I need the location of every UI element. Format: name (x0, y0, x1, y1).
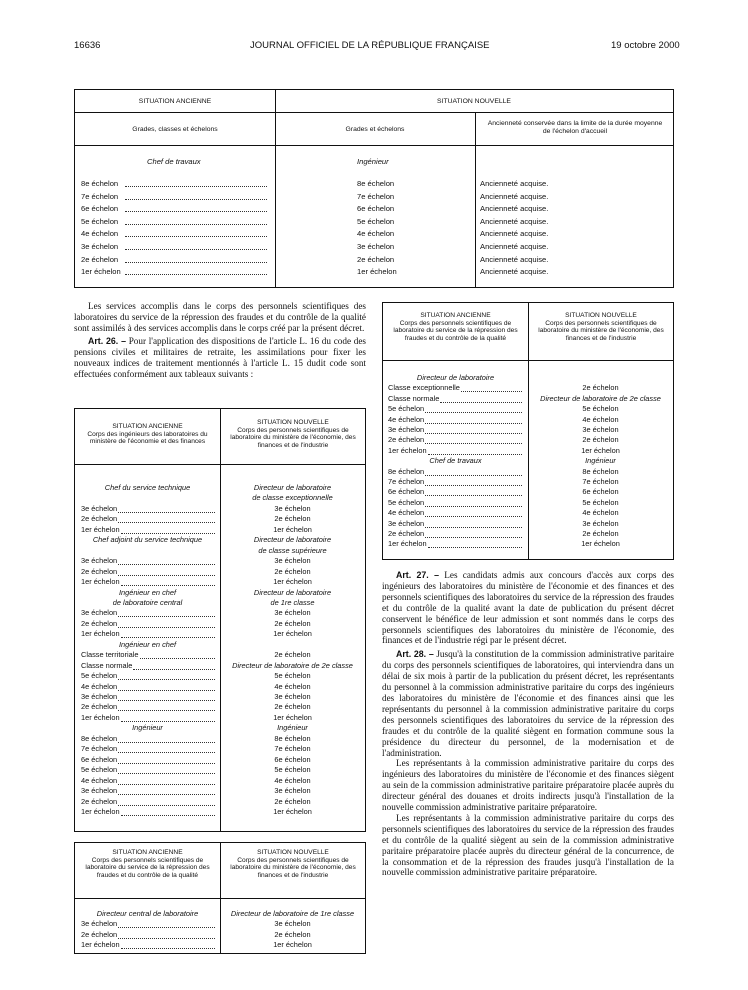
leader-dots (125, 274, 267, 275)
lt1-head-new (221, 419, 365, 449)
leader-dots (425, 487, 522, 496)
article-27 (382, 570, 674, 646)
row-new-cell: 1er échelon (273, 629, 312, 639)
row-old-cell: 5e échelon (388, 404, 424, 413)
row-old-cell: 2e échelon (81, 619, 117, 628)
top-new-cell: 7e échelon (357, 191, 395, 201)
lt2-head-new-sub: Corps des personnels scientifiques de laboratoire du ministère de l'économie, des finances et de l'industrie (230, 856, 356, 879)
row-new-cell: 3e échelon (274, 919, 311, 929)
top-new-cell: 8e échelon (357, 179, 395, 188)
rt-head-new (529, 312, 673, 342)
row-old-cell: Classe territoriale (81, 650, 139, 659)
row-old-cell: 2e échelon (388, 435, 424, 444)
top-anciennete-cell: Ancienneté acquise. (480, 254, 549, 264)
row-new-cell: 1er échelon (581, 445, 620, 455)
leader-dots (425, 519, 522, 528)
row-old-cell: Directeur central de laboratoire (96, 909, 199, 918)
row-old-cell: de laboratoire central (112, 597, 183, 607)
sub-grades-echelons: Grades et échelons (345, 126, 405, 133)
lt1-head-old (75, 423, 220, 446)
row-new-cell: 7e échelon (582, 477, 619, 486)
row-new-cell: 5e échelon (274, 765, 311, 775)
row-old-cell: 2e échelon (81, 797, 117, 806)
leader-dots (425, 498, 522, 507)
row-old-cell: 3e échelon (81, 608, 117, 617)
row-old-cell: Classe normale (388, 394, 439, 403)
top-old-cell: 4e échelon (81, 229, 119, 239)
article-26 (74, 336, 366, 380)
leader-dots (125, 236, 267, 237)
row-new-cell: Ingénieur (585, 456, 616, 466)
lt1-head-old-sub: Corps des ingénieurs des laboratoires du ministère de l'économie et des finances (87, 430, 208, 446)
top-anciennete-cell: Ancienneté acquise. (480, 242, 549, 251)
lt2-head-old (75, 849, 220, 879)
row-old-cell: 8e échelon (81, 734, 117, 743)
row-new-cell: 3e échelon (582, 425, 619, 434)
row-old-cell: 5e échelon (81, 671, 117, 680)
article-28-label: Art. 28. – (396, 649, 434, 660)
leader-dots (118, 702, 215, 711)
row-new-cell: 4e échelon (274, 775, 311, 785)
leader-dots (118, 919, 215, 928)
row-old-cell: Ingénieur en chef (118, 587, 177, 597)
row-new-cell: 1er échelon (273, 524, 312, 534)
row-old-cell: 1er échelon (81, 807, 120, 816)
leader-dots (118, 930, 215, 939)
row-old-cell: 2e échelon (81, 930, 117, 939)
row-old-cell: Chef adjoint du service technique (92, 535, 203, 545)
row-new-cell: 2e échelon (274, 702, 311, 712)
leader-dots (425, 415, 522, 424)
article-26-text: Pour l'application des dispositions de l'article L. 16 du code des pensions civiles et militaires de retraite, les assimilations pour fixer les nouveaux indices de traitement mentionnés à l'article L. 15 dudit code sont effectuées conformément aux tableaux suivants : (74, 336, 366, 379)
top-old-cell: 3e échelon (81, 242, 119, 251)
row-new-cell: 2e échelon (274, 929, 311, 939)
row-new-cell: Directeur de laboratoire de 1re classe (230, 909, 355, 918)
row-old-cell: 6e échelon (81, 755, 117, 764)
rt-head-new-sub: Corps des personnels scientifiques de laboratoire du ministère de l'économie, des finances et de l'industrie (538, 319, 664, 342)
row-new-cell: 2e échelon (274, 650, 311, 660)
row-new-cell: 3e échelon (274, 786, 311, 796)
grade-ingenieur: Ingénieur (357, 157, 389, 166)
row-new-cell: 1er échelon (273, 940, 312, 950)
row-old-cell: Ingénieur en chef (118, 639, 177, 649)
row-new-cell: 3e échelon (274, 692, 311, 701)
leader-dots (118, 619, 215, 628)
row-old-cell: 4e échelon (81, 776, 117, 785)
top-old-cell: 2e échelon (81, 254, 119, 264)
page-number: 16636 (74, 40, 101, 51)
row-new-cell: Directeur de laboratoire (253, 587, 332, 597)
article-27-text: Les candidats admis aux concours d'accès aux corps des ingénieurs des laboratoires du ministère de l'économie et des finances et des personnels scientifiques des laboratoires du service de la répression des fraudes et du contrôle de la qualité avant la date de publication du présent décret conservent le bénéfice de leur admission et sont nommés dans le corps des personnels scientifiques des laboratoires du ministère de l'économie, des finances et de l'industrie régi par le présent décret. (382, 570, 674, 646)
right-table-personnels (382, 302, 674, 560)
article-26-label: Art. 26. – (88, 336, 126, 346)
row-old-cell: 3e échelon (388, 425, 424, 434)
row-new-cell: 8e échelon (274, 733, 311, 743)
article-28-text: Jusqu'à la constitution de la commission administrative paritaire du corps des personnels scientifiques de laboratoires, qui interviendra dans un délai de six mois à partir de la publication du présent décret, les représentants du personnel à la commission administrative paritaire du corps des ingénieurs des laboratoires du ministère de l'économie et des finances ainsi que les représentants du personnel à la commission administrative paritaire du corps des personnels scientifiques des laboratoires du service de la répression des fraudes et du contrôle de la qualité siègent en formation commune sous la présidence du directeur du personnel, de la modernisation et de l'administration. (382, 649, 674, 758)
leader-dots (425, 467, 522, 476)
row-old-cell: 2e échelon (81, 702, 117, 711)
row-new-cell: Directeur de laboratoire de 2e classe (540, 393, 661, 403)
leader-dots (118, 682, 215, 691)
row-new-cell: Directeur de laboratoire de 2e classe (232, 660, 353, 670)
row-old-cell: 4e échelon (388, 415, 424, 424)
leader-dots (461, 383, 522, 392)
sub-grades-classes: Grades, classes et échelons (132, 126, 218, 133)
leader-dots (118, 797, 215, 806)
row-old-cell: 4e échelon (388, 508, 424, 517)
row-new-cell: 8e échelon (582, 466, 619, 476)
top-old-cell: 8e échelon (81, 179, 119, 188)
top-anciennete-cell: Ancienneté acquise. (480, 179, 549, 188)
row-new-cell: 3e échelon (582, 518, 619, 528)
leader-dots (118, 567, 215, 576)
row-new-cell: 4e échelon (582, 508, 619, 518)
leader-dots (118, 556, 215, 565)
leader-dots (125, 262, 267, 263)
row-old-cell: 3e échelon (81, 556, 117, 565)
leader-dots (140, 650, 215, 659)
row-old-cell: 2e échelon (81, 514, 117, 523)
leader-dots (125, 211, 267, 212)
top-new-cell: 4e échelon (357, 229, 395, 239)
row-old-cell: 5e échelon (81, 765, 117, 774)
paragraph-representants-1: Les représentants à la commission administrative paritaire du corps des ingénieurs des laboratoires du ministère de l'économie et des finances siègent au sein de la commission administrative paritaire préparatoire placée auprès du directeur général des douanes et droits indirects jusqu'à l'installation de la nouvelle commission administrative paritaire préparatoire. (382, 758, 674, 813)
row-old-cell: 6e échelon (388, 487, 424, 496)
row-new-cell: Ingénieur (277, 723, 308, 733)
leader-dots (118, 504, 215, 513)
row-old-cell: 4e échelon (81, 682, 117, 691)
left-table-ingenieurs (74, 408, 366, 832)
rt-head-old-sub: Corps des personnels scientifiques de laboratoire du service de la répression des fraudes et du contrôle de la qualité (393, 319, 518, 342)
row-new-cell: 1er échelon (581, 539, 620, 549)
leader-dots (428, 539, 522, 548)
top-anciennete-cell: Ancienneté acquise. (480, 229, 549, 239)
leader-dots (425, 425, 522, 434)
row-new-cell: 2e échelon (274, 514, 311, 524)
row-new-cell: 6e échelon (582, 487, 619, 497)
leader-dots (118, 608, 215, 617)
row-new-cell: 4e échelon (274, 681, 311, 691)
leader-dots (118, 692, 215, 701)
leader-dots (118, 765, 215, 774)
lt2-head-new-title: SITUATION NOUVELLE (257, 849, 329, 856)
row-old-cell: 3e échelon (81, 786, 117, 795)
row-new-cell: 2e échelon (274, 566, 311, 576)
row-old-cell: Ingénieur (132, 723, 163, 733)
row-old-cell: 1er échelon (81, 525, 120, 534)
lt1-head-new-title: SITUATION NOUVELLE (257, 419, 329, 426)
row-new-cell: Directeur de laboratoire (253, 535, 332, 545)
top-old-cell: 5e échelon (81, 216, 119, 226)
leader-dots (121, 713, 215, 722)
head-situation-ancienne: SITUATION ANCIENNE (138, 98, 212, 105)
row-new-cell: 7e échelon (274, 744, 311, 754)
leader-dots (118, 671, 215, 680)
lt2-head-new (221, 849, 365, 879)
leader-dots (125, 199, 267, 200)
row-old-cell: Classe normale (81, 661, 132, 670)
issue-date: 19 octobre 2000 (611, 40, 680, 51)
row-old-cell: 1er échelon (388, 446, 427, 455)
row-new-cell: 2e échelon (582, 383, 619, 393)
row-old-cell: 1er échelon (81, 940, 120, 949)
row-old-cell: Classe exceptionnelle (388, 383, 460, 392)
top-old-cell: 7e échelon (81, 191, 119, 201)
leader-dots (121, 577, 215, 586)
leader-dots (118, 755, 215, 764)
leader-dots (121, 525, 215, 534)
row-new-cell: 3e échelon (274, 608, 311, 618)
journal-title: JOURNAL OFFICIEL DE LA RÉPUBLIQUE FRANÇAISE (250, 40, 490, 51)
row-old-cell: 3e échelon (81, 919, 117, 928)
row-old-cell: 7e échelon (388, 477, 424, 486)
leader-dots (425, 529, 522, 538)
leader-dots (125, 249, 267, 250)
row-new-cell: 5e échelon (582, 404, 619, 414)
leader-dots (125, 186, 267, 187)
row-new-cell: 1er échelon (273, 806, 312, 816)
row-old-cell: 2e échelon (81, 567, 117, 576)
row-new-cell: 2e échelon (274, 796, 311, 806)
leader-dots (425, 404, 522, 413)
leader-dots (121, 940, 215, 949)
top-anciennete-cell: Ancienneté acquise. (480, 191, 549, 201)
leader-dots (440, 394, 522, 403)
top-anciennete-cell: Ancienneté acquise. (480, 204, 549, 214)
row-old-cell: 1er échelon (81, 713, 120, 722)
row-new-cell: 2e échelon (582, 529, 619, 538)
rt-head-old-title: SITUATION ANCIENNE (420, 312, 491, 319)
top-correspondence-table (74, 89, 674, 288)
grade-chef-de-travaux: Chef de travaux (147, 157, 201, 166)
row-old-cell: Directeur de laboratoire (416, 373, 495, 382)
top-new-cell: 2e échelon (357, 254, 395, 264)
paragraph-services-text: Les services accomplis dans le corps des personnels scientifiques des laboratoires du service de la répression des fraudes et du contrôle de la qualité sont assimilés à des services accomplis dans le corps créé par la présent décret. (74, 301, 366, 333)
top-new-cell: 3e échelon (357, 242, 395, 251)
sub-anciennete: Ancienneté conservée dans la limite de la durée moyenne de l'échelon d'accueil (487, 120, 663, 135)
row-old-cell: 5e échelon (388, 498, 424, 507)
row-new-cell: 3e échelon (274, 503, 311, 513)
top-old-cell: 6e échelon (81, 204, 119, 214)
rt-head-new-title: SITUATION NOUVELLE (565, 312, 637, 319)
paragraph-services (74, 301, 366, 380)
row-new-cell: 1er échelon (273, 577, 312, 587)
row-new-cell: de 1re classe (270, 597, 315, 607)
row-old-cell: Chef de travaux (429, 456, 482, 466)
row-new-cell: 4e échelon (582, 414, 619, 424)
row-old-cell: 2e échelon (388, 529, 424, 538)
top-new-cell: 6e échelon (357, 204, 395, 214)
row-old-cell: 1er échelon (81, 577, 120, 586)
row-new-cell: de classe supérieure (258, 545, 327, 555)
leader-dots (125, 224, 267, 225)
right-column-text (382, 570, 674, 878)
rt-head-old (383, 312, 528, 342)
lt2-head-old-sub: Corps des personnels scientifiques de laboratoire du service de la répression des fraudes et du contrôle de la qualité (85, 856, 210, 879)
row-old-cell: 3e échelon (388, 519, 424, 528)
top-new-cell: 1er échelon (357, 267, 397, 277)
leader-dots (118, 514, 215, 523)
leader-dots (118, 786, 215, 795)
top-anciennete-cell: Ancienneté acquise. (480, 216, 549, 226)
leader-dots (121, 807, 215, 816)
row-old-cell: 1er échelon (81, 629, 120, 638)
row-new-cell: de classe exceptionnelle (252, 493, 333, 503)
leader-dots (425, 435, 522, 444)
row-new-cell: 2e échelon (274, 618, 311, 628)
leader-dots (428, 446, 522, 455)
row-old-cell: 3e échelon (81, 692, 117, 701)
row-new-cell: 3e échelon (274, 556, 311, 566)
lt1-head-new-sub: Corps des personnels scientifiques de laboratoire du ministère de l'économie, des finances et de l'industrie (230, 426, 356, 449)
row-new-cell: 2e échelon (582, 435, 619, 445)
top-old-cell: 1er échelon (81, 267, 121, 277)
row-new-cell: 5e échelon (582, 497, 619, 507)
lt2-head-old-title: SITUATION ANCIENNE (112, 849, 183, 856)
row-new-cell: 6e échelon (274, 754, 311, 764)
article-27-label: Art. 27. – (396, 570, 440, 580)
leader-dots (118, 734, 215, 743)
paragraph-representants-2: Les représentants à la commission administrative paritaire du corps des personnels scientifiques des laboratoires du service de la répression des fraudes et du contrôle de la qualité siègent au sein de la commission administrative paritaire préparatoire placée auprès du directeur général de la concurrence, de la consommation et de la répression des fraudes jusqu'à l'installation de la nouvelle commission administrative paritaire préparatoire. (382, 812, 674, 878)
lt1-head-old-title: SITUATION ANCIENNE (112, 423, 183, 430)
top-new-cell: 5e échelon (357, 216, 395, 226)
row-old-cell: 8e échelon (388, 467, 424, 476)
row-old-cell: 1er échelon (388, 539, 427, 548)
leader-dots (118, 776, 215, 785)
leader-dots (425, 477, 522, 486)
row-old-cell: 3e échelon (81, 504, 117, 513)
row-new-cell: 1er échelon (273, 712, 312, 722)
leader-dots (425, 508, 522, 517)
row-old-cell: 7e échelon (81, 744, 117, 753)
row-new-cell: 5e échelon (274, 671, 311, 681)
article-28 (382, 649, 674, 758)
row-new-cell: Directeur de laboratoire (253, 483, 332, 492)
leader-dots (133, 661, 215, 670)
top-anciennete-cell: Ancienneté acquise. (480, 267, 549, 277)
row-old-cell: Chef du service technique (104, 483, 191, 492)
leader-dots (118, 744, 215, 753)
left-table-personnels (74, 842, 366, 954)
head-situation-nouvelle: SITUATION NOUVELLE (437, 98, 511, 105)
leader-dots (121, 629, 215, 638)
